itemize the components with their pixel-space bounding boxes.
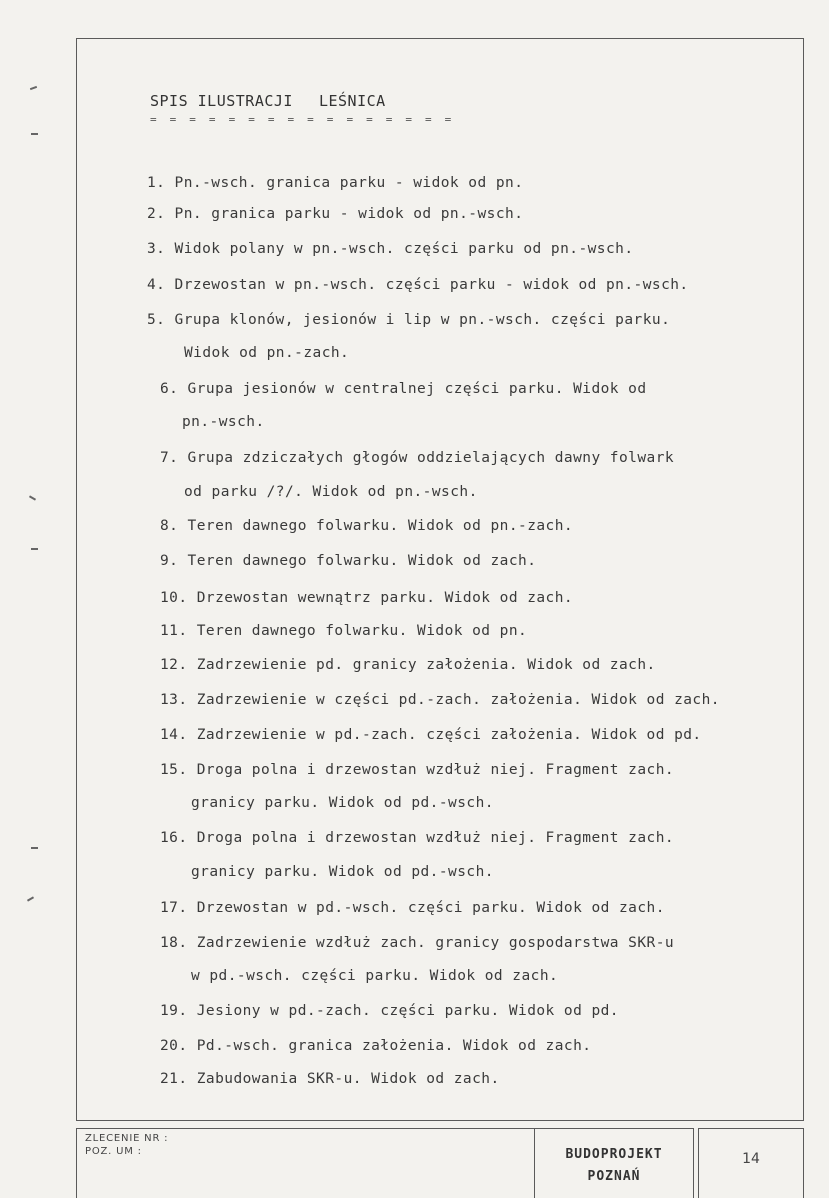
list-item: 10. Drzewostan wewnątrz parku. Widok od zach. (160, 590, 574, 606)
margin-mark (31, 548, 38, 550)
list-item-continued: pn.-wsch. (182, 414, 265, 430)
list-item-continued: granicy parku. Widok od pd.-wsch. (191, 795, 494, 811)
page-number: 14 (742, 1151, 760, 1167)
list-item: 17. Drzewostan w pd.-wsch. części parku. Widok od zach. (160, 900, 665, 916)
firm-city: POZNAŃ (587, 1169, 641, 1184)
list-item: 8. Teren dawnego folwarku. Widok od pn.-zach. (160, 518, 574, 534)
list-item: 5. Grupa klonów, jesionów i lip w pn.-wsch. części parku. (147, 312, 671, 328)
page-border (76, 38, 804, 1121)
list-item: 19. Jesiony w pd.-zach. części parku. Widok od pd. (160, 1003, 619, 1019)
list-item: 6. Grupa jesionów w centralnej części parku. Widok od (160, 381, 647, 397)
list-item: 11. Teren dawnego folwarku. Widok od pn. (160, 623, 528, 639)
list-item: 4. Drzewostan w pn.-wsch. części parku - widok od pn.-wsch. (147, 277, 689, 293)
title-location: LEŚNICA (318, 92, 386, 110)
title-text: SPIS ILUSTRACJI (150, 92, 293, 110)
page-title (150, 92, 386, 110)
list-item: 2. Pn. granica parku - widok od pn.-wsch. (147, 206, 524, 222)
list-item: 14. Zadrzewienie w pd.-zach. części założenia. Widok od pd. (160, 727, 702, 743)
margin-mark (31, 847, 38, 849)
list-item: 3. Widok polany w pn.-wsch. części parku od pn.-wsch. (147, 241, 634, 257)
page-number-cell (698, 1128, 804, 1198)
order-cell (76, 1128, 534, 1198)
title-underline: = = = = = = = = = = = = = = = = (150, 113, 455, 126)
list-item: 16. Droga polna i drzewostan wzdłuż niej. Fragment zach. (160, 830, 675, 846)
list-item: 7. Grupa zdziczałych głogów oddzielających dawny folwark (160, 450, 675, 466)
order-label: ZLECENIE NR : (85, 1133, 169, 1144)
list-item: 15. Droga polna i drzewostan wzdłuż niej. Fragment zach. (160, 762, 675, 778)
margin-mark (29, 495, 36, 500)
list-item: 21. Zabudowania SKR-u. Widok od zach. (160, 1071, 500, 1087)
firm-cell (534, 1128, 694, 1198)
margin-mark (27, 896, 34, 901)
position-label: POZ. UM : (85, 1146, 142, 1157)
list-item-continued: w pd.-wsch. części parku. Widok od zach. (191, 968, 559, 984)
list-item: 12. Zadrzewienie pd. granicy założenia. Widok od zach. (160, 657, 656, 673)
list-item: 18. Zadrzewienie wzdłuż zach. granicy gospodarstwa SKR-u (160, 935, 675, 951)
list-item: 20. Pd.-wsch. granica założenia. Widok od zach. (160, 1038, 592, 1054)
list-item: 13. Zadrzewienie w części pd.-zach. założenia. Widok od zach. (160, 692, 720, 708)
list-item: 1. Pn.-wsch. granica parku - widok od pn. (147, 175, 524, 191)
list-item-continued: granicy parku. Widok od pd.-wsch. (191, 864, 494, 880)
firm-name: BUDOPROJEKT (565, 1147, 663, 1162)
list-item-continued: od parku /?/. Widok od pn.-wsch. (184, 484, 478, 500)
title-block (76, 1128, 804, 1198)
margin-mark (30, 86, 37, 90)
list-item: 9. Teren dawnego folwarku. Widok od zach. (160, 553, 537, 569)
margin-mark (31, 133, 38, 135)
list-item-continued: Widok od pn.-zach. (184, 345, 350, 361)
